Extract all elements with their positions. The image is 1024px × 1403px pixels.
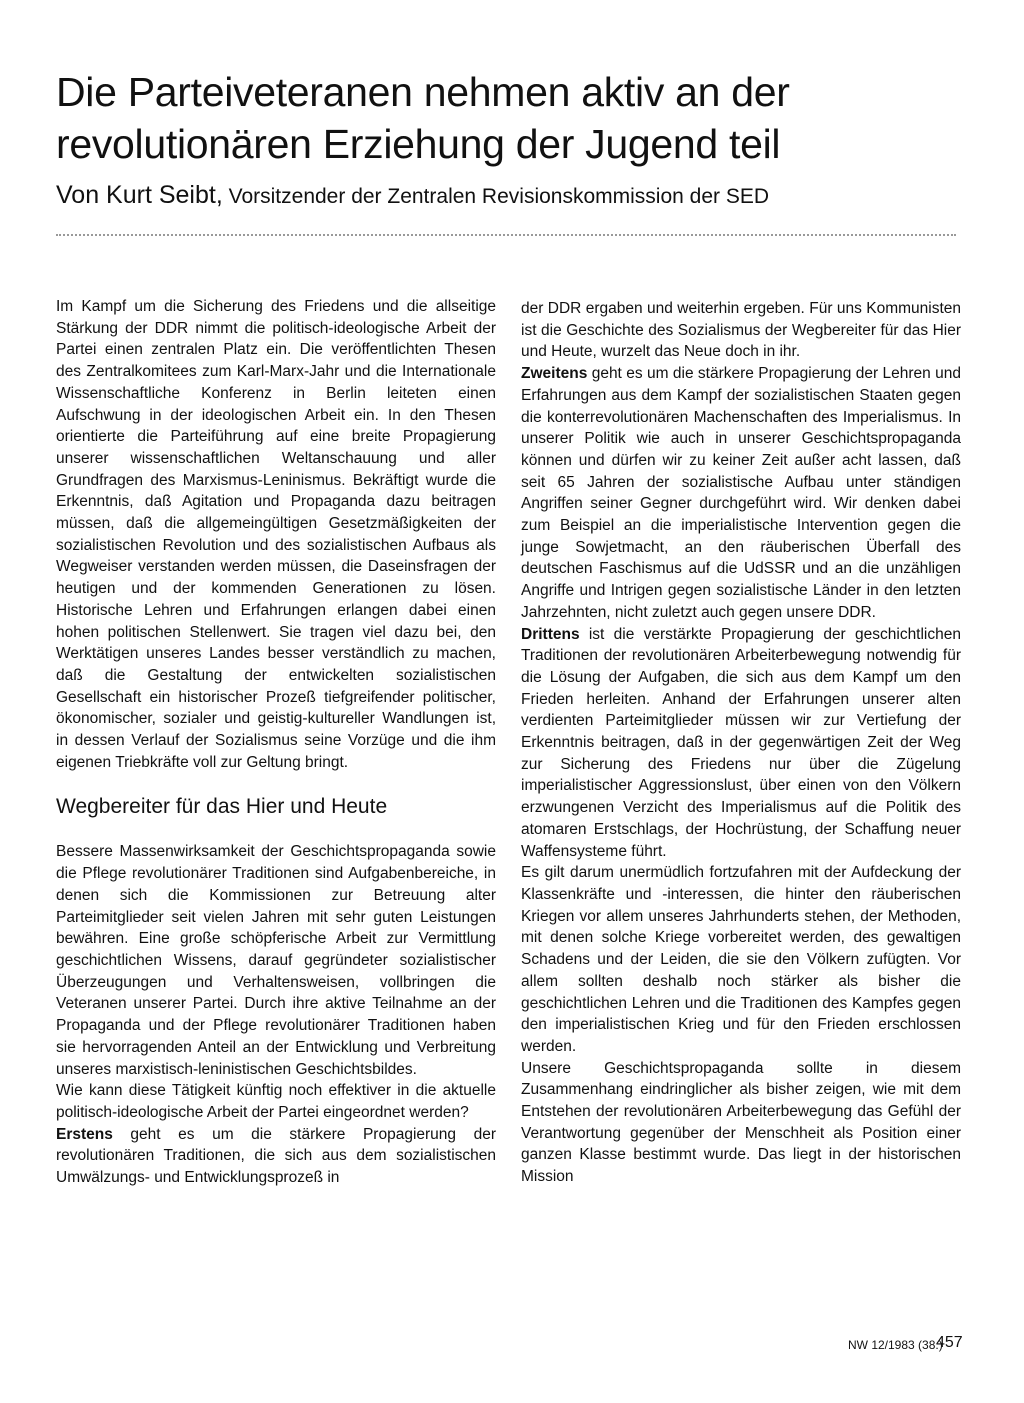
paragraph-unsere: Unsere Geschichtspropaganda sollte in diesem Zusammenhang eindringlicher als bisher zeigen, wie mit dem Entstehen der revolutionären Arbeiterbewegung das Gefühl der Verantwortung gegenüber der Menschheit als Position einer ganzen Klasse bestimmt wurde. Das liegt in der historischen Mission: [521, 1059, 961, 1186]
title-divider: [56, 234, 956, 236]
paragraph-continuation: der DDR ergaben und weiterhin ergeben. Für uns Kommunisten ist die Geschichte des Sozialismus der Wegbereiter für das Hier und Heute, wurzelt das Neue doch in ihr.: [521, 300, 961, 361]
byline-author: Von Kurt Seibt,: [56, 181, 223, 209]
paragraph-drittens: [521, 624, 961, 863]
erstens-label: Erstens: [56, 1125, 113, 1143]
paragraph-question: Wie kann diese Tätigkeit künftig noch effektiver in die aktuelle politisch-ideologische Arbeit der Partei eingeordnet werden?: [56, 1082, 496, 1121]
paragraph-es-gilt: Es gilt darum unermüdlich fortzufahren mit der Aufdeckung der Klassenkräfte und -interessen, die hinter den räuberischen Kriegen vor allem unseres Jahrhunderts stehen, der Methoden, mit denen solche Kriege vorbereitet werden, des gewaltigen Schadens und der Leiden, die sie den Völkern zufügten. Vor allem sollten deshalb noch stärker als bisher die geschichtlichen Lehren und die Traditionen des Kampfes gegen den imperialistischen Krieg und für den Frieden erschlossen werden.: [521, 864, 961, 1055]
paragraph-massenwirksamkeit: Bessere Massenwirksamkeit der Geschichtspropaganda sowie die Pflege revolutionärer Traditionen sind Aufgabenbereiche, in denen sich die Kommissionen zur Betreuung alter Parteimitglieder seit vielen Jahren mit sehr guten Leistungen bewähren. Eine große schöpferische Arbeit zur Vermittlung geschichtlichen Wissens, darauf gegründeter sozialistischer Überzeugungen und Verhaltensweisen, vollbringen die Veteranen unserer Partei. Durch ihre aktive Teilnahme an der Propaganda und der Pflege revolutionärer Traditionen haben sie hervorragenden Anteil an der Entwicklung und Verbreitung unseres marxistisch-leninistischen Geschichtsbildes.: [56, 843, 496, 1078]
erstens-text: geht es um die stärkere Propagierung der revolutionären Traditionen, die sich aus dem sozialistischen Umwälzungs- und Entwicklungsprozeß in: [56, 1125, 496, 1187]
paragraph-zweitens: [521, 363, 961, 623]
article-title: Die Parteiveteranen nehmen aktiv an der revolutionären Erziehung der Jugend teil: [56, 69, 790, 167]
drittens-text: ist die verstärkte Propagierung der geschichtlichen Traditionen der revolutionären Arbeiterbewegung notwendig für die Lösung der Aufgaben, die sich aus dem Kampf um den Frieden herleiten. Anhand der Erfahrungen unserer alten verdienten Parteimitglieder müssen wir zur Vertiefung der Erkenntnis beitragen, daß in der gegenwärtigen Zeit der Weg zur Sicherung des Friedens nur über die Zügelung imperialistischer Aggressionslust, über einen von den Völkern erzwungenen Verzicht des Imperialismus auf die Politik des atomaren Erstschlags, der Hochrüstung, der Schaffung neuer Waffensysteme führt.: [521, 625, 961, 860]
intro-paragraph: Im Kampf um die Sicherung des Friedens und die allseitige Stärkung der DDR nimmt die politisch-ideologische Arbeit der Partei einen zentralen Platz ein. Die veröffentlichten Thesen des Zentralkomitees zum Karl-Marx-Jahr und die Internationale Wissenschaftliche Konferenz in Berlin leiteten einen Aufschwung in der ideologischen Arbeit ein. In den Thesen orientierte die Parteiführung auf eine breite Propagierung unserer wissenschaftlichen Weltanschauung und aller Grundfragen des Marxismus-Leninismus. Bekräftigt wurde die Erkenntnis, daß Agitation und Propaganda dazu beitragen müssen, daß die allgemeingültigen Gesetzmäßigkeiten der sozialistischen Revolution und des sozialistischen Aufbaus als Wegweiser verstanden werden müssen, die Daseinsfragen der heutigen und der kommenden Generationen zu lösen. Historische Lehren und Erfahrungen erlangen dabei einen hohen politischen Stellenwert. Sie tragen viel dazu bei, den Werktätigen unseres Landes besser verständlich zu machen, daß die Gestaltung der entwickelten sozialistischen Gesellschaft ein historischer Prozeß tiefgreifender politischer, ökonomischer, sozialer und geistig-kultureller Wandlungen ist, in dessen Verlauf der Sozialismus seine Vorzüge und die ihm eigenen Triebkräfte voll zur Geltung bringt.: [56, 298, 496, 771]
section-heading: Wegbereiter für das Hier und Heute: [56, 795, 388, 819]
left-column: [56, 296, 496, 1189]
zweitens-label: Zweitens: [521, 365, 588, 383]
page-number: 457: [936, 1334, 963, 1351]
byline: [56, 180, 976, 212]
issue-reference: NW 12/1983 (38.): [848, 1338, 943, 1352]
right-column: [521, 298, 961, 1188]
byline-role: Vorsitzender der Zentralen Revisionskommission der SED: [228, 185, 770, 208]
zweitens-text: geht es um die stärkere Propagierung der Lehren und Erfahrungen aus dem Kampf der sozialistischen Staaten gegen die konterrevolutionären Machenschaften des Imperialismus. In unserer Politik wie auch in unserer Geschichtspropaganda können und dürfen wir zu keiner Zeit außer acht lassen, daß seit 65 Jahren der sozialistische Aufbau unter ständigen Angriffen seiner Gegner durchgeführt wird. Wir denken dabei zum Beispiel an die imperialistische Intervention gegen die junge Sowjetmacht, an den räuberischen Überfall des deutschen Faschismus auf die UdSSR und an die unzähligen Angriffe und Intrigen gegen sozialistische Länder in den letzten Jahrzehnten, nicht zuletzt auch gegen unsere DDR.: [521, 365, 961, 621]
paragraph-erstens: [56, 1124, 496, 1189]
drittens-label: Drittens: [521, 625, 580, 643]
